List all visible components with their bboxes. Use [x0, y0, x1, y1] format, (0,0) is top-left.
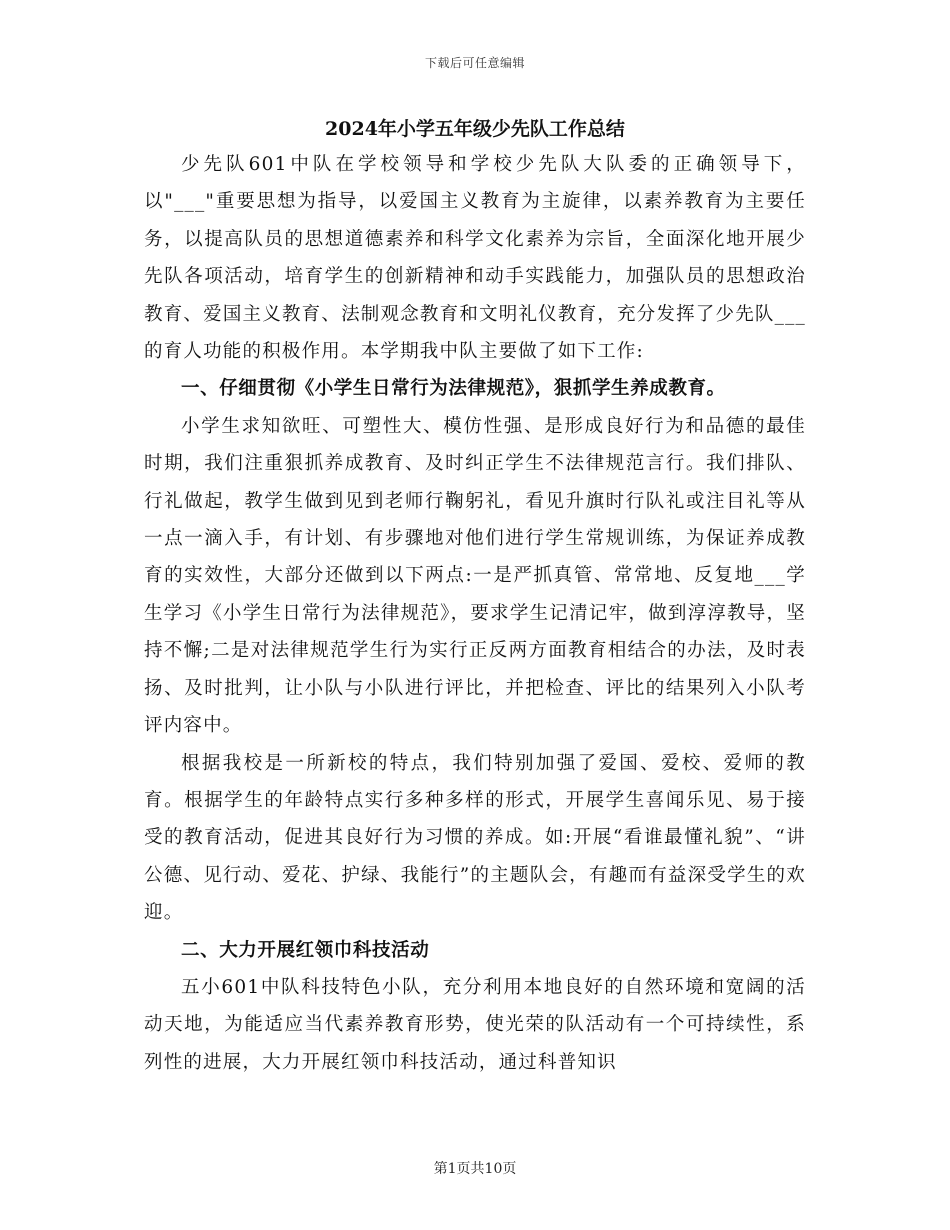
paragraph-habits: 小学生求知欲旺、可塑性大、模仿性强、是形成良好行为和品德的最佳时期，我们注重狠抓养成教育、及时纠正学生不法律规范言行。我们排队、行礼做起，教学生做到见到老师行鞠躬礼，看见升旗时行队礼或注目礼等从一点一滴入手，有计划、有步骤地对他们进行学生常规训练，为保证养成教育的实效性，大部分还做到以下两点:一是严抓真管、常常地、反复地___学生学习《小学生日常行为法律规范》，要求学生记清记牢，做到淳淳教导，坚持不懈;二是对法律规范学生行为实行正反两方面教育相结合的办法，及时表扬、及时批判，让小队与小队进行评比，并把检查、评比的结果列入小队考评内容中。 — [144, 415, 806, 737]
section-heading-1: 一、仔细贯彻《小学生日常行为法律规范》，狠抓学生养成教育。 — [181, 378, 726, 400]
section-heading-2: 二、大力开展红领巾科技活动 — [181, 939, 430, 961]
document-title: 2024年小学五年级少先队工作总结 — [325, 118, 625, 140]
document-body — [144, 146, 806, 1081]
paragraph-new-school: 根据我校是一所新校的特点，我们特别加强了爱国、爱校、爱师的教育。根据学生的年龄特点实行多种多样的形式，开展学生喜闻乐见、易于接受的教育活动，促进其良好行为习惯的养成。如:开展“看谁最懂礼貌”、“讲公德、见行动、爱花、护绿、我能行”的主题队会，有趣而有益深受学生的欢迎。 — [144, 752, 806, 924]
page-number: 第1页共10页 — [433, 1161, 517, 1177]
paragraph-intro: 少先队601中队在学校领导和学校少先队大队委的正确领导下，以"___"重要思想为指导，以爱国主义教育为主旋律，以素养教育为主要任务，以提高队员的思想道德素养和科学文化素养为宗旨，全面深化地开展少先队各项活动，培育学生的创新精神和动手实践能力，加强队员的思想政治教育、爱国主义教育、法制观念教育和文明礼仪教育，充分发挥了少先队___的育人功能的积极作用。本学期我中队主要做了如下工作: — [144, 154, 806, 363]
page-header-note: 下载后可任意编辑 — [424, 56, 525, 70]
paragraph-science: 五小601中队科技特色小队，充分利用本地良好的自然环境和宽阔的活动天地，为能适应当代素养教育形势，使光荣的队活动有一个可持续性，系列性的进展，大力开展红领巾科技活动，通过科普知识 — [144, 976, 806, 1073]
